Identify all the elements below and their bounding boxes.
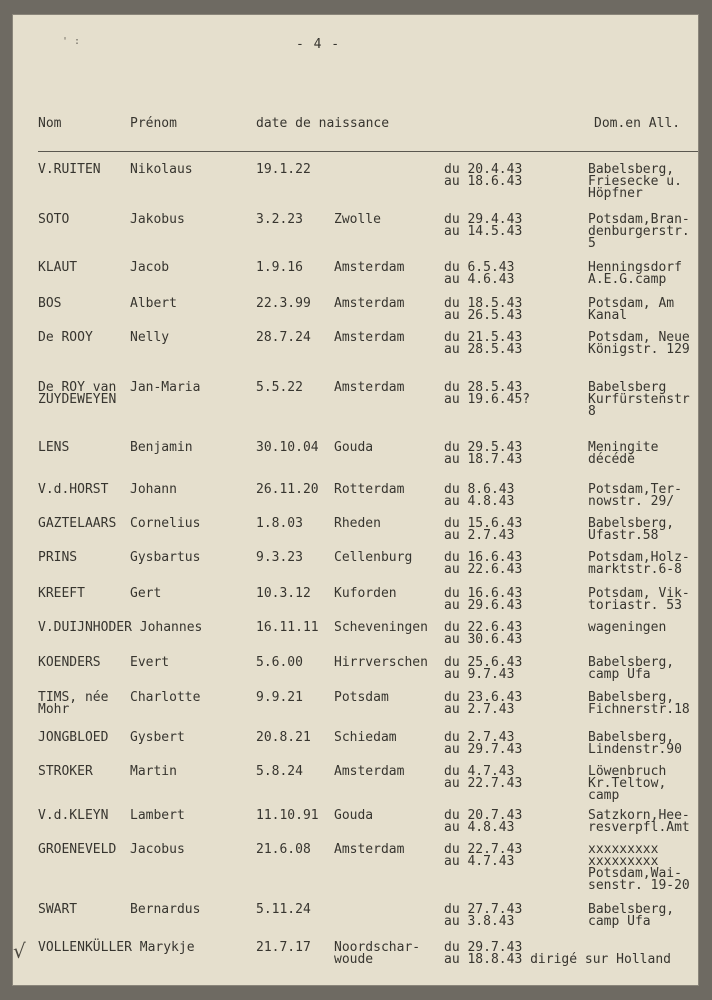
- record-domicile-line: Kr.Teltow,: [588, 776, 667, 791]
- record-lieu: [334, 484, 404, 496]
- record-periode-line: du 27.7.43: [444, 902, 523, 917]
- record-prenom: Benjamin: [130, 440, 193, 455]
- header-rule: [38, 151, 698, 152]
- record-domicile-line: senstr. 19-20: [588, 878, 690, 893]
- record-nom-line: KLAUT: [38, 260, 78, 275]
- record-prenom: Nelly: [130, 330, 170, 345]
- record-lieu: [334, 518, 381, 530]
- record-domicile-line: Löwenbruch: [588, 764, 667, 779]
- record-periode: [444, 552, 522, 576]
- record-periode-line: au 18.6.43: [444, 174, 523, 189]
- record-lieu: [334, 442, 373, 454]
- record-domicile-line: Babelsberg,: [588, 655, 675, 670]
- record-lieu-line: Hirrverschen: [334, 655, 428, 670]
- record-domicile-line: 8: [588, 404, 596, 419]
- record-periode-line: au 19.6.45?: [444, 392, 531, 407]
- record-nom: [38, 732, 108, 744]
- record-periode: [444, 588, 522, 612]
- record-domicile-line: Friesecke u.: [588, 174, 682, 189]
- record-lieu-line: Noordschar-: [334, 940, 421, 955]
- record-periode: [444, 518, 522, 542]
- record-domicile-line: Babelsberg,: [588, 902, 675, 917]
- record-prenom: Charlotte: [130, 690, 201, 705]
- record-nom: [38, 484, 108, 496]
- record-prenom: Bernardus: [130, 902, 201, 917]
- record-domicile-line: Potsdam,Wai-: [588, 866, 682, 881]
- record-domicile: [588, 657, 674, 681]
- record-domicile-line: Potsdam,Bran-: [588, 212, 690, 227]
- corner-marks: ' :: [62, 36, 81, 47]
- record-domicile-line: camp Ufa: [588, 914, 651, 929]
- record-periode-line: au 3.8.43: [444, 914, 515, 929]
- record-periode-line: du 20.4.43: [444, 162, 523, 177]
- record-domicile-line: wageningen: [588, 620, 667, 635]
- record-periode-line: du 20.7.43: [444, 808, 523, 823]
- document-page: [12, 14, 699, 986]
- record-periode-line: au 26.5.43: [444, 308, 523, 323]
- record-periode-line: du 6.5.43: [444, 260, 515, 275]
- record-lieu-line: Zwolle: [334, 212, 381, 227]
- record-nom: [38, 657, 101, 669]
- record-periode-line: du 28.5.43: [444, 380, 523, 395]
- record-date: 21.6.08: [256, 842, 311, 857]
- record-periode-line: du 16.6.43: [444, 586, 523, 601]
- record-date: 5.5.22: [256, 380, 303, 395]
- record-nom: [38, 164, 101, 176]
- record-domicile: [588, 552, 690, 576]
- record-domicile-line: xxxxxxxxx: [588, 842, 659, 857]
- record-domicile-line: Henningsdorf: [588, 260, 682, 275]
- record-domicile: [588, 214, 690, 250]
- record-domicile: [588, 844, 690, 892]
- record-periode-line: au 4.8.43: [444, 820, 515, 835]
- record-lieu-line: Schiedam: [334, 730, 397, 745]
- record-lieu-line: Amsterdam: [334, 842, 405, 857]
- record-nom: [38, 844, 116, 856]
- record-prenom: Cornelius: [130, 516, 201, 531]
- record-periode: [444, 332, 522, 356]
- record-periode: [444, 766, 522, 790]
- record-nom-line: SWART: [38, 902, 78, 917]
- record-lieu: [334, 214, 381, 226]
- record-date: 1.8.03: [256, 516, 303, 531]
- record-domicile-line: toriastr. 53: [588, 598, 682, 613]
- record-domicile-line: Babelsberg,: [588, 690, 675, 705]
- record-date: 11.10.91: [256, 808, 319, 823]
- record-periode: [444, 484, 514, 508]
- record-domicile-line: Königstr. 129: [588, 342, 690, 357]
- record-nom: [38, 214, 69, 226]
- record-nom-line: VOLLENKÜLLER Marykje: [38, 940, 195, 955]
- record-domicile: [588, 442, 658, 466]
- record-nom-line: KOENDERS: [38, 655, 101, 670]
- record-periode-line: au 29.6.43: [444, 598, 523, 613]
- record-domicile-line: Babelsberg,: [588, 730, 675, 745]
- record-periode: [444, 262, 514, 286]
- record-domicile-line: Lindenstr.90: [588, 742, 682, 757]
- record-prenom: Nikolaus: [130, 162, 193, 177]
- record-nom: [38, 692, 108, 716]
- record-periode: [444, 164, 522, 188]
- record-periode-line: au 4.8.43: [444, 494, 515, 509]
- record-nom-line: V.DUIJNHODER Johannes: [38, 620, 203, 635]
- record-periode-line: du 21.5.43: [444, 330, 523, 345]
- record-date: 28.7.24: [256, 330, 311, 345]
- record-nom: [38, 588, 85, 600]
- record-domicile-line: Höpfner: [588, 186, 643, 201]
- record-domicile: [588, 164, 682, 200]
- record-domicile-line: 5: [588, 236, 596, 251]
- record-domicile-line: Fichnerstr.18: [588, 702, 690, 717]
- record-domicile: [588, 382, 690, 418]
- record-domicile-line: Potsdam, Am: [588, 296, 675, 311]
- record-lieu-line: Amsterdam: [334, 764, 405, 779]
- record-nom: [38, 904, 77, 916]
- record-periode-line: du 29.5.43: [444, 440, 523, 455]
- record-lieu: [334, 732, 397, 744]
- record-domicile-line: Babelsberg: [588, 380, 667, 395]
- record-nom-line: KREEFT: [38, 586, 85, 601]
- record-nom: [38, 942, 195, 954]
- check-mark-icon: √: [13, 939, 26, 963]
- record-domicile: [588, 298, 674, 322]
- record-nom: [38, 518, 116, 530]
- record-periode-line: au 22.6.43: [444, 562, 523, 577]
- record-lieu-line: Cellenburg: [334, 550, 413, 565]
- record-nom-line: V.RUITEN: [38, 162, 101, 177]
- record-periode-line: du 22.6.43: [444, 620, 523, 635]
- record-periode-line: du 22.7.43: [444, 842, 523, 857]
- record-periode-line: du 18.5.43: [444, 296, 523, 311]
- record-prenom: Martin: [130, 764, 177, 779]
- record-lieu-line: Rheden: [334, 516, 381, 531]
- record-lieu: [334, 622, 428, 634]
- record-domicile-line: camp: [588, 788, 620, 803]
- record-date: 3.2.23: [256, 212, 303, 227]
- record-periode-line: du 29.4.43: [444, 212, 523, 227]
- record-nom: [38, 766, 93, 778]
- record-lieu-line: Potsdam: [334, 690, 389, 705]
- record-nom-line: GAZTELAARS: [38, 516, 117, 531]
- record-periode: [444, 904, 522, 928]
- record-lieu-line: woude: [334, 952, 374, 967]
- record-lieu: [334, 588, 397, 600]
- record-date: 19.1.22: [256, 162, 311, 177]
- record-date: 21.7.17: [256, 940, 311, 955]
- record-periode: [444, 214, 522, 238]
- record-lieu: [334, 810, 373, 822]
- record-lieu: [334, 766, 404, 778]
- record-domicile-line: décédé: [588, 452, 635, 467]
- record-prenom: Jacob: [130, 260, 170, 275]
- record-nom: [38, 332, 93, 344]
- record-domicile: [588, 810, 690, 834]
- record-periode-line: au 2.7.43: [444, 528, 515, 543]
- record-date: 22.3.99: [256, 296, 311, 311]
- record-lieu-line: Rotterdam: [334, 482, 405, 497]
- header-domicile: Dom.en All.: [594, 116, 681, 131]
- record-nom-line: TIMS, née: [38, 690, 109, 705]
- record-periode-line: au 29.7.43: [444, 742, 523, 757]
- record-lieu-line: Gouda: [334, 808, 374, 823]
- record-periode-line: du 8.6.43: [444, 482, 515, 497]
- record-date: 9.9.21: [256, 690, 303, 705]
- record-periode: [444, 732, 522, 756]
- record-periode-line: au 14.5.43: [444, 224, 523, 239]
- record-domicile: [588, 904, 674, 928]
- record-lieu: [334, 942, 420, 966]
- record-lieu-line: Kuforden: [334, 586, 397, 601]
- record-periode: [444, 942, 671, 966]
- record-prenom: Albert: [130, 296, 177, 311]
- record-nom-line: PRINS: [38, 550, 78, 565]
- page-number: - 4 -: [296, 37, 341, 52]
- record-lieu-line: Amsterdam: [334, 260, 405, 275]
- record-nom-line: SOTO: [38, 212, 70, 227]
- record-domicile: [588, 692, 690, 716]
- record-periode-line: du 4.7.43: [444, 764, 515, 779]
- record-nom: [38, 442, 69, 454]
- record-periode: [444, 657, 522, 681]
- header-nom: Nom: [38, 116, 62, 131]
- record-lieu-line: Gouda: [334, 440, 374, 455]
- record-prenom: Gysbartus: [130, 550, 201, 565]
- record-domicile: [588, 622, 666, 634]
- record-nom: [38, 810, 108, 822]
- record-lieu-line: Scheveningen: [334, 620, 428, 635]
- record-nom-line: STROKER: [38, 764, 93, 779]
- record-periode-line: au 9.7.43: [444, 667, 515, 682]
- record-periode-line: au 18.7.43: [444, 452, 523, 467]
- record-prenom: Jacobus: [130, 842, 185, 857]
- record-periode-line: du 25.6.43: [444, 655, 523, 670]
- record-lieu-line: Amsterdam: [334, 330, 405, 345]
- record-nom: [38, 298, 61, 310]
- record-date: 5.8.24: [256, 764, 303, 779]
- record-nom: [38, 552, 77, 564]
- record-lieu: [334, 298, 404, 310]
- record-periode-line: au 30.6.43: [444, 632, 523, 647]
- record-prenom: Gert: [130, 586, 162, 601]
- record-domicile-line: Babelsberg,: [588, 516, 675, 531]
- record-domicile-line: marktstr.6-8: [588, 562, 682, 577]
- record-domicile: [588, 588, 690, 612]
- record-prenom: Evert: [130, 655, 170, 670]
- record-domicile-line: nowstr. 29/: [588, 494, 675, 509]
- record-nom: [38, 622, 202, 634]
- record-domicile: [588, 518, 674, 542]
- record-periode-line: du 29.7.43: [444, 940, 523, 955]
- record-date: 30.10.04: [256, 440, 319, 455]
- record-date: 16.11.11: [256, 620, 319, 635]
- record-date: 26.11.20: [256, 482, 319, 497]
- record-prenom: Lambert: [130, 808, 185, 823]
- record-nom-line: V.d.HORST: [38, 482, 109, 497]
- record-domicile-line: Potsdam,Ter-: [588, 482, 682, 497]
- record-periode-line: au 4.6.43: [444, 272, 515, 287]
- record-nom-line: ZUYDEWEYEN: [38, 392, 117, 407]
- record-periode: [444, 844, 522, 868]
- record-periode: [444, 692, 522, 716]
- record-domicile-line: Ufastr.58: [588, 528, 659, 543]
- record-nom-line: De ROY van: [38, 380, 117, 395]
- record-domicile-line: Potsdam, Neue: [588, 330, 690, 345]
- record-prenom: Jan-Maria: [130, 380, 201, 395]
- record-nom-line: Mohr: [38, 702, 70, 717]
- header-naissance: date de naissance: [256, 116, 390, 131]
- record-lieu: [334, 692, 389, 704]
- record-domicile: [588, 484, 682, 508]
- record-date: 1.9.16: [256, 260, 303, 275]
- record-lieu: [334, 552, 412, 564]
- record-prenom: Gysbert: [130, 730, 185, 745]
- record-periode: [444, 622, 522, 646]
- record-prenom: Jakobus: [130, 212, 185, 227]
- record-domicile-line: A.E.G.camp: [588, 272, 667, 287]
- record-domicile-line: xxxxxxxxx: [588, 854, 659, 869]
- record-date: 9.3.23: [256, 550, 303, 565]
- record-lieu: [334, 332, 404, 344]
- record-domicile-line: Potsdam,Holz-: [588, 550, 690, 565]
- record-periode-line: du 2.7.43: [444, 730, 515, 745]
- record-nom-line: De ROOY: [38, 330, 93, 345]
- record-lieu-line: Amsterdam: [334, 296, 405, 311]
- record-periode-line: du 15.6.43: [444, 516, 523, 531]
- record-domicile-line: resverpfl.Amt: [588, 820, 690, 835]
- record-periode: [444, 298, 522, 322]
- record-domicile-line: Satzkorn,Hee-: [588, 808, 690, 823]
- record-domicile-line: Meningite: [588, 440, 659, 455]
- record-domicile: [588, 766, 666, 802]
- record-periode-line: au 22.7.43: [444, 776, 523, 791]
- record-prenom: Johann: [130, 482, 177, 497]
- record-periode-line: au 28.5.43: [444, 342, 523, 357]
- record-lieu: [334, 657, 428, 669]
- record-domicile-line: Kanal: [588, 308, 628, 323]
- record-nom: [38, 382, 116, 406]
- record-lieu: [334, 262, 404, 274]
- record-nom-line: GROENEVELD: [38, 842, 117, 857]
- record-domicile: [588, 732, 682, 756]
- record-domicile-line: Kurfürstenstr: [588, 392, 690, 407]
- record-nom-line: JONGBLOED: [38, 730, 109, 745]
- record-date: 5.6.00: [256, 655, 303, 670]
- record-date: 10.3.12: [256, 586, 311, 601]
- record-domicile-line: camp Ufa: [588, 667, 651, 682]
- record-lieu: [334, 844, 404, 856]
- record-periode-line: du 16.6.43: [444, 550, 523, 565]
- record-domicile: [588, 262, 682, 286]
- record-periode: [444, 442, 522, 466]
- header-prenom: Prénom: [130, 116, 177, 131]
- record-nom-line: BOS: [38, 296, 62, 311]
- record-nom-line: V.d.KLEYN: [38, 808, 109, 823]
- record-lieu: [334, 382, 404, 394]
- record-lieu-line: Amsterdam: [334, 380, 405, 395]
- record-periode-line: au 18.8.43 dirigé sur Holland: [444, 952, 671, 967]
- record-domicile-line: Potsdam, Vik-: [588, 586, 690, 601]
- record-periode-line: au 2.7.43: [444, 702, 515, 717]
- record-periode-line: du 23.6.43: [444, 690, 523, 705]
- record-domicile-line: Babelsberg,: [588, 162, 675, 177]
- record-nom-line: LENS: [38, 440, 70, 455]
- record-periode: [444, 810, 522, 834]
- record-domicile: [588, 332, 690, 356]
- record-domicile-line: denburgerstr.: [588, 224, 690, 239]
- record-date: 20.8.21: [256, 730, 311, 745]
- record-periode-line: au 4.7.43: [444, 854, 515, 869]
- record-nom: [38, 262, 77, 274]
- record-date: 5.11.24: [256, 902, 311, 917]
- record-periode: [444, 382, 530, 406]
